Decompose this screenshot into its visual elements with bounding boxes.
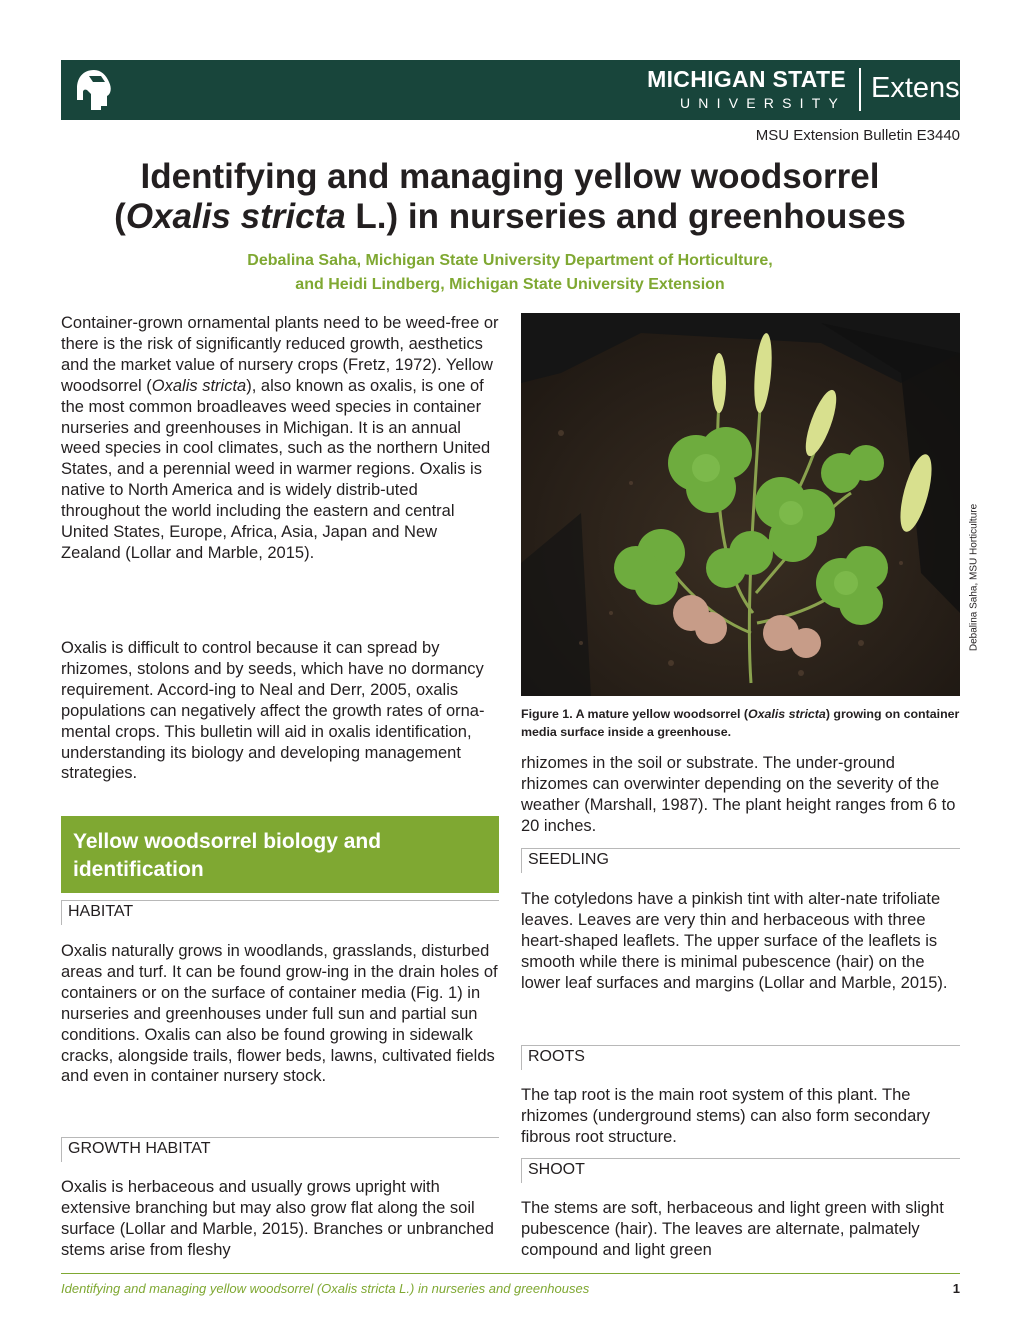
shoot-subheading: SHOOT <box>521 1158 960 1183</box>
woodsorrel-photo <box>521 313 960 696</box>
roots-subheading: ROOTS <box>521 1045 960 1070</box>
footer-running-title: Identifying and managing yellow woodsorrel (Oxalis stricta L.) in nurseries and greenhouses <box>61 1281 590 1296</box>
logo-divider <box>859 68 861 111</box>
section-heading-biology: Yellow woodsorrel biology and identification <box>61 816 499 893</box>
spartan-helmet-icon <box>71 66 117 116</box>
footer-rule <box>61 1273 960 1274</box>
msu-extension-banner <box>61 60 999 120</box>
photo-credit: Debalina Saha, MSU Horticulture <box>968 503 980 652</box>
habitat-subheading: HABITAT <box>61 900 499 925</box>
msu-wordmark: MICHIGAN STATE <box>647 66 846 92</box>
authors-line1: Debalina Saha, Michigan State University Department of Horticulture, <box>247 252 773 269</box>
intro-paragraph: Container-grown ornamental plants need to be weed-free or there is the risk of significantly reduced growth, aesthetics and the market value of nursery crops (Fretz, 1972). Yellow woodsorrel (Oxalis stricta), also known as oxalis, is one of the most common broadleaves weed species in container nurseries and greenhouses in Michigan. It is an annual weed species in cool climates, such as the northern United States, and a perennial weed in warmer regions. Oxalis is native to North America and is widely distrib-uted throughout the world including the eastern and central United States, Europe, Africa, Asia, Japan and New Zealand (Lollar and Marble, 2015). <box>61 314 499 562</box>
document-title-line2: (Oxalis stricta L.) in nurseries and greenhouses <box>114 197 906 236</box>
university-wordmark: UNIVERSITY <box>679 95 846 111</box>
extension-wordmark: Extension <box>871 72 999 104</box>
control-paragraph: Oxalis is difficult to control because it can spread by rhizomes, stolons and by seeds, which have no dormancy requirement. Accord-ing to Neal and Derr, 2005, oxalis populations can negatively affect the growth rates of orna-mental crops. This bulletin will aid in oxalis identification, understanding its biology and developing management strategies. <box>61 639 485 783</box>
seedling-paragraph: The cotyledons have a pinkish tint with alter-nate trifoliate leaves. Leaves are very thin and herbaceous with three heart-shaped leaflets. The upper surface of the leaflets is smooth while there is minimal pubescence (hair) on the lower leaf surfaces and margins (Lollar and Marble, 2015). <box>521 890 948 992</box>
shoot-paragraph: The stems are soft, herbaceous and light green with slight pubescence (hair). The leaves are alternate, palmately compound and light green <box>521 1199 944 1259</box>
growth-habitat-paragraph: Oxalis is herbaceous and usually grows upright with extensive branching but may also grow flat along the soil surface (Lollar and Marble, 2015). Branches or unbranched stems arise from fleshy <box>61 1178 494 1259</box>
figure-caption: Figure 1. A mature yellow woodsorrel (Oxalis stricta) growing on container media surface inside a greenhouse. <box>521 707 960 739</box>
document-title-line1: Identifying and managing yellow woodsorrel <box>140 157 880 196</box>
authors-line2: and Heidi Lindberg, Michigan State University Extension <box>295 276 725 293</box>
bulletin-number: MSU Extension Bulletin E3440 <box>755 127 960 144</box>
woodsorrel-illustration <box>521 313 960 696</box>
seedling-subheading: SEEDLING <box>521 848 960 873</box>
habitat-paragraph: Oxalis naturally grows in woodlands, grasslands, disturbed areas and turf. It can be found grow-ing in the drain holes of containers or on the surface of container media (Fig. 1) in nurseries and greenhouses under full sun and partial sun conditions. Oxalis can also be found growing in sidewalk cracks, alongside trails, flower beds, lawns, cultivated fields and even in container nursery stock. <box>61 942 498 1086</box>
roots-paragraph: The tap root is the main root system of this plant. The rhizomes (underground stems) can also form secondary fibrous root structure. <box>521 1086 931 1146</box>
page-number: 1 <box>952 1281 960 1296</box>
rhizome-paragraph: rhizomes in the soil or substrate. The under-ground rhizomes can overwinter depending on the severity of the weather (Marshall, 1987). The plant height ranges from 6 to 20 inches. <box>521 754 956 835</box>
growth-habitat-subheading: GROWTH HABITAT <box>61 1137 499 1162</box>
